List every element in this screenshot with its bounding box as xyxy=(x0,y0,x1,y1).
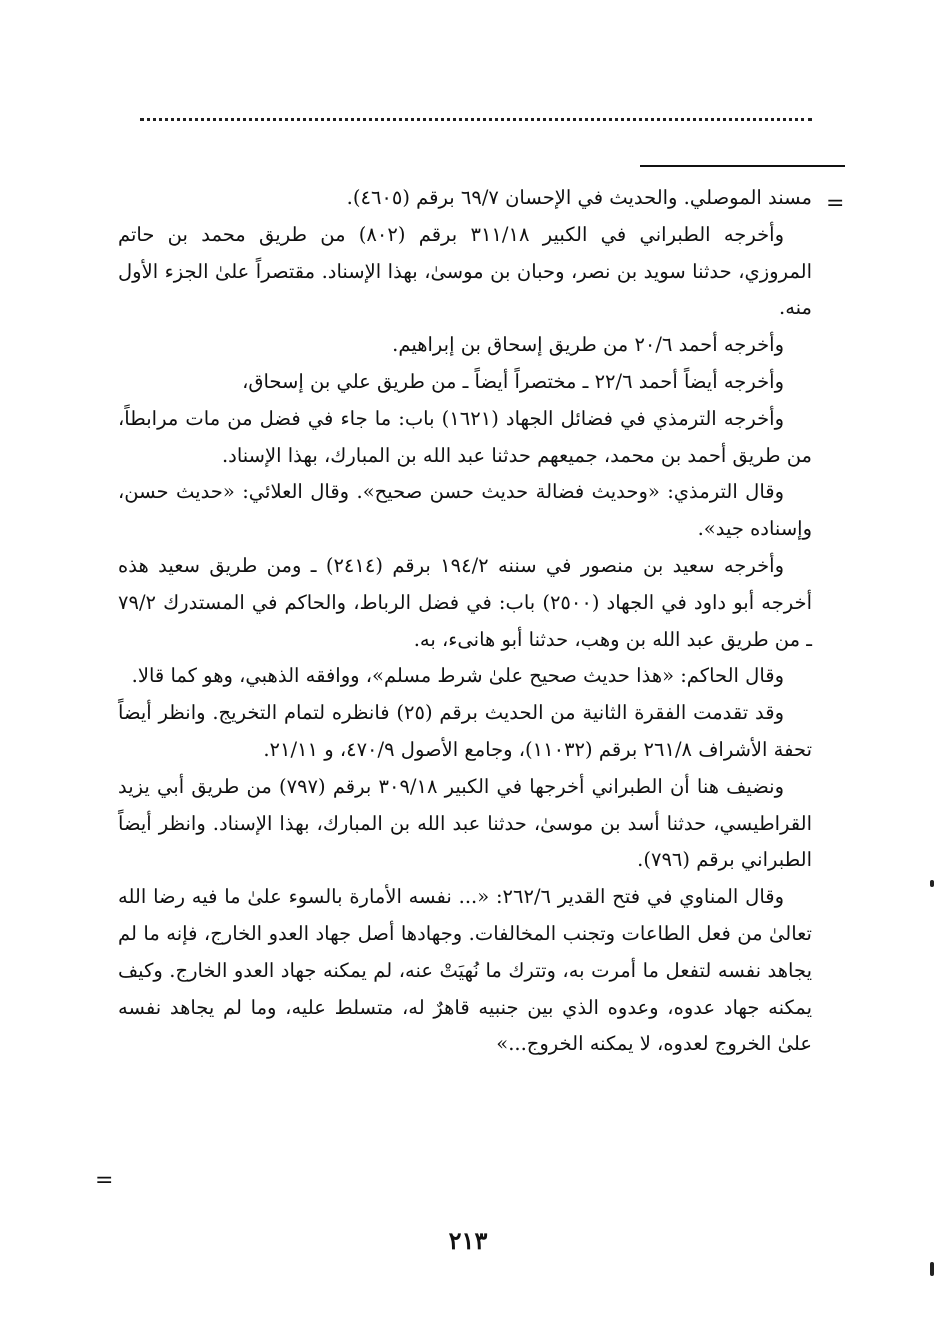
paragraph: وقال الترمذي: «وحديث فضالة حديث حسن صحيح». وقال العلائي: «حديث حسن، وإسناده جيد». xyxy=(118,480,812,541)
scan-speck xyxy=(930,880,934,887)
scan-speck xyxy=(930,1262,934,1276)
paragraph: مسند الموصلي. والحديث في الإحسان ٦٩/٧ برقم (٤٦٠٥). xyxy=(346,186,812,209)
paragraph: وأخرجه أيضاً أحمد ٢٢/٦ ـ مختصراً أيضاً ـ من طريق علي بن إسحاق، xyxy=(242,369,784,393)
footnote-rule xyxy=(640,165,845,167)
paragraph: وأخرجه سعيد بن منصور في سننه ١٩٤/٢ برقم (٢٤١٤) ـ ومن طريق سعيد هذه أخرجه أبو داود في الجهاد (٢٥٠٠) باب: في فضل الرباط، والحاكم في المستدرك ٧٩/٢ ـ من طريق عبد الله بن وهب، حدثنا أبو هانىء، به. xyxy=(118,553,812,651)
paragraph: وأخرجه أحمد ٢٠/٦ من طريق إسحاق بن إبراهيم. xyxy=(392,333,784,357)
dotted-separator xyxy=(140,118,812,121)
continuation-marker: = xyxy=(826,191,845,216)
footnote-body xyxy=(118,180,812,1063)
page-number: ٢١٣ xyxy=(448,1226,488,1255)
paragraph: ونضيف هنا أن الطبراني أخرجها في الكبير ٣٠٩/١٨ برقم (٧٩٧) من طريق أبي يزيد القراطيسي، حدثنا أسد بن موسىٰ، حدثنا عبد الله بن المبارك، بهذا الإسناد. وانظر أيضاً الطبراني برقم (٧٩٦). xyxy=(118,774,812,872)
paragraph: وأخرجه الترمذي في فضائل الجهاد (١٦٢١) باب: ما جاء في فضل من مات مرابطاً، من طريق أحمد بن محمد، جميعهم حدثنا عبد الله بن المبارك، بهذا الإسناد. xyxy=(118,406,812,467)
paragraph: وأخرجه الطبراني في الكبير ٣١١/١٨ برقم (٨٠٢) من طريق محمد بن حاتم المروزي، حدثنا سويد بن نصر، وحبان بن موسىٰ، بهذا الإسناد. مقتصراً علىٰ الجزء الأول منه. xyxy=(118,222,812,320)
paragraph: وقال الحاكم: «هذا حديث صحيح علىٰ شرط مسلم»، ووافقه الذهبي، وهو كما قالا. xyxy=(131,664,784,688)
paragraph: وقال المناوي في فتح القدير ٢٦٢/٦: «... نفسه الأمارة بالسوء علىٰ ما فيه رضا الله تعالىٰ من فعل الطاعات وتجنب المخالفات. وجهادها أصل جهاد العدو الخارج، فإنه ما لم يجاهد نفسه لتفعل ما أمرت به، وتترك ما نُهيَتْ عنه، لم يمكنه جهاد العدو الخارج. وكيف يمكنه جهاد عدوه، وعدوه الذي بين جنبيه قاهرٌ له، متسلط عليه، وما لم يجاهد نفسه علىٰ الخروج لعدوه، لا يمكنه الخروج...» xyxy=(118,885,812,1056)
end-marker: = xyxy=(95,1168,114,1193)
paragraph: وقد تقدمت الفقرة الثانية من الحديث برقم (٢٥) فانظره لتمام التخريج. وانظر أيضاً تحفة الأشراف ٢٦١/٨ برقم (١١٠٣٢)، وجامع الأصول ٤٧٠/٩، و ٢١/١١. xyxy=(118,701,812,761)
